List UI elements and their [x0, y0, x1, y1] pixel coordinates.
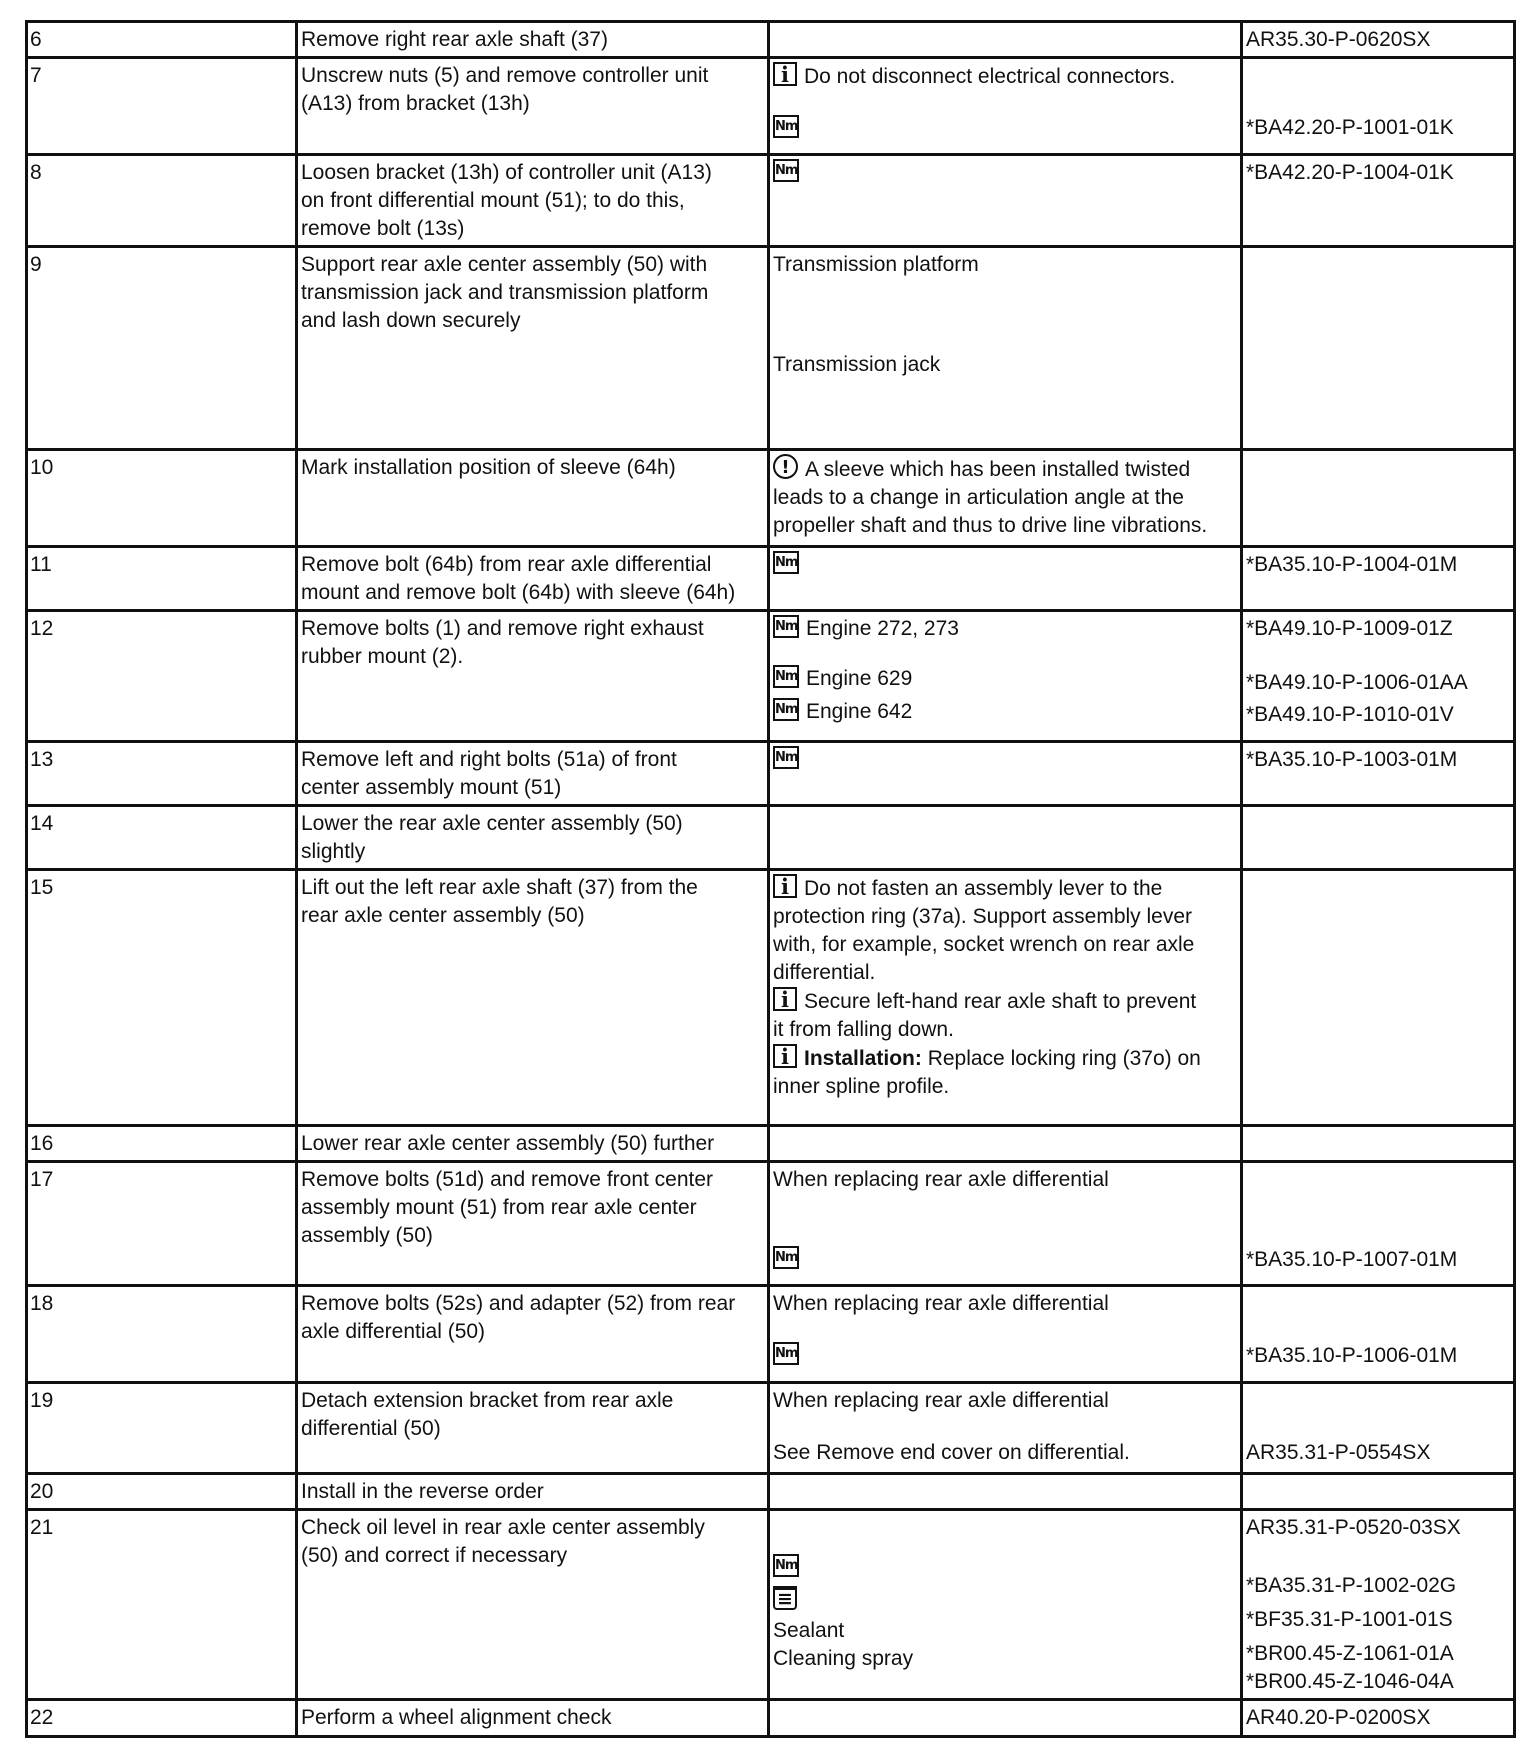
reference-cell [1242, 1383, 1515, 1474]
note-item [773, 551, 1236, 579]
reference-link[interactable]: *BA49.10-P-1006-01AA [1246, 671, 1468, 694]
description-line: Lower rear axle center assembly (50) further [301, 1132, 715, 1155]
step-cell [27, 155, 297, 247]
step-cell [27, 247, 297, 450]
step-cell [27, 1474, 297, 1510]
table-row [27, 1474, 1515, 1510]
description-line: rubber mount (2). [301, 645, 464, 668]
note-text: Transmission jack [773, 353, 941, 376]
nm-icon [773, 115, 799, 138]
notes-cell [769, 1126, 1242, 1162]
note-item [773, 874, 1236, 987]
notes-cell [769, 1286, 1242, 1383]
note-text: Cleaning spray [773, 1647, 914, 1670]
note-text: Replace locking ring (37o) on [927, 1047, 1201, 1070]
note-line [773, 454, 1236, 484]
note-item [773, 1044, 1236, 1101]
note-line [773, 159, 1236, 187]
note-line [773, 1016, 1236, 1044]
note-item [773, 115, 1236, 143]
nm-icon [773, 615, 799, 638]
description-line: axle differential (50) [301, 1320, 486, 1343]
description-line: (A13) from bracket (13h) [301, 92, 530, 115]
note-text: Do not fasten an assembly lever to the [804, 877, 1163, 900]
description-line: remove bolt (13s) [301, 217, 465, 240]
description-cell [297, 870, 769, 1126]
reference-cell [1242, 742, 1515, 806]
description-line: Lower the rear axle center assembly (50) [301, 812, 683, 835]
note-line [773, 615, 1236, 643]
note-text: When replacing rear axle differential [773, 1389, 1109, 1412]
note-line [773, 484, 1236, 512]
description-cell [297, 1383, 769, 1474]
note-item [773, 1554, 1236, 1582]
note-item [773, 251, 1236, 279]
step-cell [27, 1383, 297, 1474]
step-number: 15 [30, 876, 54, 899]
description-cell [297, 450, 769, 547]
reference-link[interactable]: AR40.20-P-0200SX [1246, 1706, 1431, 1729]
note-line [773, 1073, 1236, 1101]
note-text: Engine 642 [806, 700, 913, 723]
description-line: on front differential mount (51); to do this, [301, 189, 685, 212]
description-line: Unscrew nuts (5) and remove controller unit [301, 64, 709, 87]
description-line: Support rear axle center assembly (50) with [301, 253, 708, 276]
notes-cell [769, 155, 1242, 247]
description-line: Detach extension bracket from rear axle [301, 1389, 674, 1412]
note-line [773, 551, 1236, 579]
step-number: 22 [30, 1706, 54, 1729]
reference-cell [1242, 1700, 1515, 1737]
note-item [773, 1342, 1236, 1370]
table-row [27, 611, 1515, 742]
note-line [773, 987, 1236, 1016]
reference-link[interactable]: *BA35.10-P-1004-01M [1246, 553, 1458, 576]
description-cell [297, 1286, 769, 1383]
step-cell [27, 806, 297, 870]
note-line [773, 931, 1236, 959]
note-line [773, 1439, 1236, 1467]
step-cell [27, 611, 297, 742]
note-text: inner spline profile. [773, 1075, 950, 1098]
reference-link[interactable]: *BF35.31-P-1001-01S [1246, 1608, 1453, 1631]
note-line [773, 665, 1236, 693]
step-cell [27, 58, 297, 155]
nm-icon [773, 551, 799, 574]
note-text: with, for example, socket wrench on rear axle [773, 933, 1195, 956]
description-cell [297, 58, 769, 155]
nm-icon [773, 1246, 799, 1269]
note-text: Sealant [773, 1619, 845, 1642]
step-cell [27, 1286, 297, 1383]
table-row [27, 742, 1515, 806]
table-row [27, 58, 1515, 155]
note-line [773, 1586, 1236, 1615]
note-line [773, 1290, 1236, 1318]
note-line [773, 746, 1236, 774]
description-cell [297, 806, 769, 870]
note-item [773, 987, 1236, 1044]
note-item [773, 1387, 1236, 1415]
step-cell [27, 870, 297, 1126]
note-item [773, 1617, 1236, 1645]
info-icon [773, 874, 797, 898]
note-text: When replacing rear axle differential [773, 1292, 1109, 1315]
note-text: Transmission platform [773, 253, 979, 276]
notes-cell [769, 870, 1242, 1126]
nm-icon [773, 159, 799, 182]
step-number: 6 [30, 28, 42, 51]
reference-link[interactable]: *BA35.10-P-1006-01M [1246, 1344, 1458, 1367]
step-cell [27, 450, 297, 547]
nm-icon [773, 1554, 799, 1577]
description-line: Perform a wheel alignment check [301, 1706, 612, 1729]
step-number: 20 [30, 1480, 54, 1503]
reference-cell [1242, 870, 1515, 1126]
table-row [27, 450, 1515, 547]
table-row [27, 547, 1515, 611]
description-cell [297, 155, 769, 247]
description-line: Install in the reverse order [301, 1480, 544, 1503]
note-line [773, 351, 1236, 379]
note-item [773, 454, 1236, 540]
note-item [773, 159, 1236, 187]
table-row [27, 806, 1515, 870]
reference-link[interactable]: *BA49.10-P-1010-01V [1246, 703, 1454, 726]
reference-cell [1242, 1510, 1515, 1700]
step-cell [27, 1510, 297, 1700]
note-item [773, 1166, 1236, 1194]
procedure-table [25, 20, 1516, 1738]
step-cell [27, 742, 297, 806]
description-line: Lift out the left rear axle shaft (37) from the [301, 876, 698, 899]
step-number: 7 [30, 64, 42, 87]
reference-link[interactable]: *BR00.45-Z-1061-01A [1246, 1642, 1454, 1665]
step-cell [27, 1162, 297, 1286]
note-text: Engine 629 [806, 667, 913, 690]
notes-cell [769, 1162, 1242, 1286]
step-cell [27, 22, 297, 58]
notes-cell [769, 22, 1242, 58]
note-item [773, 1645, 1236, 1673]
step-number: 21 [30, 1516, 54, 1539]
step-number: 10 [30, 456, 54, 479]
description-line: Remove bolts (51d) and remove front center [301, 1168, 714, 1191]
note-line [773, 251, 1236, 279]
info-icon [773, 987, 797, 1011]
description-line: rear axle center assembly (50) [301, 904, 585, 927]
table-row [27, 1383, 1515, 1474]
notes-cell [769, 547, 1242, 611]
step-number: 12 [30, 617, 54, 640]
reference-cell [1242, 155, 1515, 247]
reference-cell [1242, 1126, 1515, 1162]
reference-link[interactable]: *BA49.10-P-1009-01Z [1246, 617, 1453, 640]
note-text: A sleeve which has been installed twisted [805, 458, 1191, 481]
description-line: assembly mount (51) from rear axle center [301, 1196, 697, 1219]
description-line: Loosen bracket (13h) of controller unit (A13) [301, 161, 712, 184]
notes-cell [769, 1474, 1242, 1510]
reference-link[interactable]: *BA35.10-P-1003-01M [1246, 748, 1458, 771]
note-item [773, 1586, 1236, 1615]
note-item [773, 1290, 1236, 1318]
reference-link[interactable]: AR35.31-P-0520-03SX [1246, 1516, 1461, 1539]
reference-link[interactable]: *BA35.10-P-1007-01M [1246, 1248, 1458, 1271]
table-row [27, 247, 1515, 450]
oil-icon [773, 1586, 797, 1610]
reference-link[interactable]: *BR00.45-Z-1046-04A [1246, 1670, 1454, 1693]
step-number: 17 [30, 1168, 54, 1191]
note-text: propeller shaft and thus to drive line vibrations. [773, 514, 1208, 537]
table-row [27, 1162, 1515, 1286]
description-cell [297, 1162, 769, 1286]
notes-cell [769, 611, 1242, 742]
note-item [773, 62, 1236, 91]
note-text: See Remove end cover on differential. [773, 1441, 1130, 1464]
description-line: Mark installation position of sleeve (64h) [301, 456, 676, 479]
note-text: protection ring (37a). Support assembly lever [773, 905, 1193, 928]
table-row [27, 1700, 1515, 1737]
note-text: Secure left-hand rear axle shaft to prevent [804, 990, 1197, 1013]
nm-icon [773, 1342, 799, 1365]
reference-link[interactable]: *BA42.20-P-1001-01K [1246, 116, 1454, 139]
note-line [773, 874, 1236, 903]
reference-cell [1242, 806, 1515, 870]
step-number: 13 [30, 748, 54, 771]
description-line: Check oil level in rear axle center assembly [301, 1516, 705, 1539]
description-line: Remove bolts (1) and remove right exhaust [301, 617, 704, 640]
reference-link[interactable]: *BA42.20-P-1004-01K [1246, 161, 1454, 184]
note-text: When replacing rear axle differential [773, 1168, 1109, 1191]
note-line [773, 959, 1236, 987]
description-line: and lash down securely [301, 309, 521, 332]
reference-link[interactable]: AR35.31-P-0554SX [1246, 1441, 1431, 1464]
table-row [27, 22, 1515, 58]
description-line: Remove bolt (64b) from rear axle differential [301, 553, 712, 576]
note-line [773, 1246, 1236, 1274]
note-line [773, 512, 1236, 540]
note-text: it from falling down. [773, 1018, 954, 1041]
note-line [773, 1645, 1236, 1673]
note-item [773, 351, 1236, 379]
description-line: differential (50) [301, 1417, 441, 1440]
note-line [773, 1617, 1236, 1645]
reference-cell [1242, 58, 1515, 155]
note-line [773, 62, 1236, 91]
notes-cell [769, 742, 1242, 806]
notes-cell [769, 247, 1242, 450]
note-text: differential. [773, 961, 876, 984]
reference-cell [1242, 611, 1515, 742]
description-line: Remove left and right bolts (51a) of front [301, 748, 677, 771]
note-text: Engine 272, 273 [806, 617, 959, 640]
table-row [27, 1286, 1515, 1383]
description-cell [297, 1126, 769, 1162]
warn-icon [773, 454, 798, 479]
step-number: 18 [30, 1292, 54, 1315]
reference-cell [1242, 450, 1515, 547]
note-line [773, 1044, 1236, 1073]
reference-cell [1242, 1474, 1515, 1510]
step-number: 11 [30, 553, 52, 576]
step-number: 16 [30, 1132, 54, 1155]
reference-cell [1242, 547, 1515, 611]
info-icon [773, 1044, 797, 1068]
description-line: Remove right rear axle shaft (37) [301, 28, 608, 51]
note-item [773, 1439, 1236, 1467]
note-item [773, 698, 1236, 726]
description-line: transmission jack and transmission platform [301, 281, 709, 304]
notes-cell [769, 58, 1242, 155]
note-bold-label: Installation: [804, 1047, 922, 1070]
description-cell [297, 547, 769, 611]
note-line [773, 1342, 1236, 1370]
note-item [773, 1246, 1236, 1274]
description-line: mount and remove bolt (64b) with sleeve (64h) [301, 581, 736, 604]
description-cell [297, 742, 769, 806]
step-number: 14 [30, 812, 54, 835]
notes-cell [769, 1700, 1242, 1737]
step-number: 8 [30, 161, 42, 184]
table-row [27, 870, 1515, 1126]
description-line: assembly (50) [301, 1224, 433, 1247]
description-cell [297, 247, 769, 450]
notes-cell [769, 1383, 1242, 1474]
step-cell [27, 1700, 297, 1737]
reference-link[interactable]: AR35.30-P-0620SX [1246, 28, 1431, 51]
description-cell [297, 1700, 769, 1737]
table-row [27, 1510, 1515, 1700]
note-line [773, 698, 1236, 726]
nm-icon [773, 665, 799, 688]
description-cell [297, 1510, 769, 1700]
reference-cell [1242, 1162, 1515, 1286]
note-text: Do not disconnect electrical connectors. [804, 65, 1176, 88]
reference-cell [1242, 1286, 1515, 1383]
table-row [27, 155, 1515, 247]
note-text: leads to a change in articulation angle at the [773, 486, 1184, 509]
note-line [773, 1166, 1236, 1194]
info-icon [773, 62, 797, 86]
nm-icon [773, 698, 799, 721]
table-row [27, 1126, 1515, 1162]
notes-cell [769, 450, 1242, 547]
reference-link[interactable]: *BA35.31-P-1002-02G [1246, 1574, 1457, 1597]
notes-cell [769, 806, 1242, 870]
step-number: 19 [30, 1389, 54, 1412]
note-item [773, 746, 1236, 774]
procedure-table-body [27, 22, 1515, 1737]
step-cell [27, 547, 297, 611]
nm-icon [773, 746, 799, 769]
description-line: Remove bolts (52s) and adapter (52) from rear [301, 1292, 736, 1315]
note-line [773, 1554, 1236, 1582]
description-cell [297, 1474, 769, 1510]
description-line: slightly [301, 840, 366, 863]
description-cell [297, 611, 769, 742]
description-line: center assembly mount (51) [301, 776, 562, 799]
note-line [773, 1387, 1236, 1415]
note-line [773, 115, 1236, 143]
description-cell [297, 22, 769, 58]
note-line [773, 903, 1236, 931]
step-number: 9 [30, 253, 42, 276]
reference-cell [1242, 247, 1515, 450]
description-line: (50) and correct if necessary [301, 1544, 568, 1567]
note-item [773, 615, 1236, 643]
note-item [773, 665, 1236, 693]
step-cell [27, 1126, 297, 1162]
reference-cell [1242, 22, 1515, 58]
notes-cell [769, 1510, 1242, 1700]
